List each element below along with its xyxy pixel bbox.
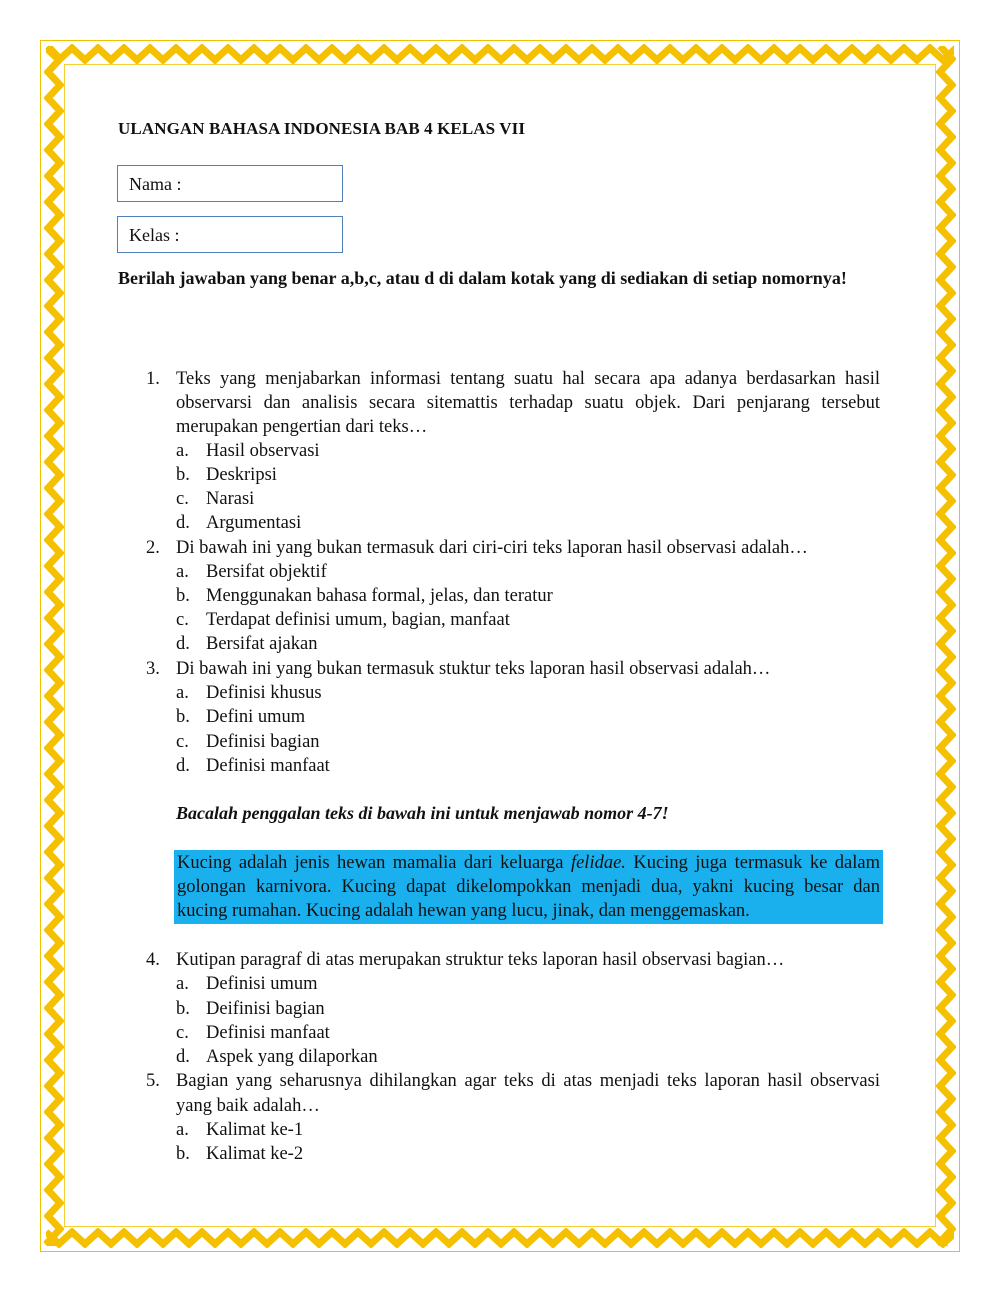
q3-option-b[interactable]: Defini umum [206, 707, 306, 727]
q3-option-d[interactable]: Definisi manfaat [206, 756, 330, 776]
passage-line-3: kucing rumahan. Kucing adalah hewan yang lucu, jinak, dan menggemaskan. [177, 901, 750, 921]
q1-text-line-3: merupakan pengertian dari teks… [176, 417, 428, 437]
q1-option-c[interactable]: Narasi [206, 489, 255, 509]
q1-option-d[interactable]: Argumentasi [206, 513, 302, 533]
q4-option-c-label: c. [176, 1023, 189, 1043]
q1-option-d-label: d. [176, 513, 190, 533]
q5-text-line-1: Bagian yang seharusnya dihilangkan agar teks di atas menjadi teks laporan hasil observasi [176, 1071, 880, 1091]
q3-option-d-label: d. [176, 756, 190, 776]
q3-number: 3. [146, 659, 160, 679]
q4-option-a[interactable]: Definisi umum [206, 974, 318, 994]
page-title: ULANGAN BAHASA INDONESIA BAB 4 KELAS VII [118, 119, 526, 138]
q4-option-d-label: d. [176, 1047, 190, 1067]
q2-number: 2. [146, 538, 160, 558]
q5-option-a[interactable]: Kalimat ke-1 [206, 1120, 304, 1140]
q1-text-line-2: observarsi dan analisis secara sitemattis terhadap suatu objek. Dari penjarang tersebut [176, 393, 880, 413]
passage-italic-term: felidae. [570, 853, 626, 873]
q2-option-d[interactable]: Bersifat ajakan [206, 634, 318, 654]
q1-option-a-label: a. [176, 441, 189, 461]
passage-line-1-b: Kucing juga termasuk ke dalam [625, 853, 880, 873]
q3-option-c[interactable]: Definisi bagian [206, 732, 320, 752]
q3-option-c-label: c. [176, 732, 189, 752]
q2-option-a-label: a. [176, 562, 189, 582]
q1-option-b[interactable]: Deskripsi [206, 465, 277, 485]
q3-text: Di bawah ini yang bukan termasuk stuktur teks laporan hasil observasi adalah… [176, 659, 771, 679]
passage-line-2: golongan karnivora. Kucing dapat dikelompokkan menjadi dua, yakni kucing besar dan [177, 877, 880, 897]
border-zigzag-right [936, 46, 956, 1246]
q4-option-c[interactable]: Definisi manfaat [206, 1023, 330, 1043]
instruction-text: Berilah jawaban yang benar a,b,c, atau d di dalam kotak yang di sediakan di setiap nomornya! [118, 268, 847, 288]
q2-option-b-label: b. [176, 586, 190, 606]
q1-option-c-label: c. [176, 489, 189, 509]
q5-text-line-2: yang baik adalah… [176, 1096, 320, 1116]
passage-line-1-a: Kucing adalah jenis hewan mamalia dari keluarga [177, 853, 571, 873]
q5-option-b-label: b. [176, 1144, 190, 1164]
q2-option-c-label: c. [176, 610, 189, 630]
q3-option-b-label: b. [176, 707, 190, 727]
q5-option-a-label: a. [176, 1120, 189, 1140]
q1-number: 1. [146, 369, 160, 389]
q2-text: Di bawah ini yang bukan termasuk dari ciri-ciri teks laporan hasil observasi adalah… [176, 538, 808, 558]
q4-option-b-label: b. [176, 999, 190, 1019]
q4-option-a-label: a. [176, 974, 189, 994]
q4-text: Kutipan paragraf di atas merupakan struktur teks laporan hasil observasi bagian… [176, 950, 785, 970]
border-zigzag-left [44, 46, 64, 1246]
kelas-field[interactable]: Kelas : [117, 216, 343, 253]
q1-option-a[interactable]: Hasil observasi [206, 441, 320, 461]
q2-option-b[interactable]: Menggunakan bahasa formal, jelas, dan teratur [206, 586, 553, 606]
q3-option-a[interactable]: Definisi khusus [206, 683, 322, 703]
q5-option-b[interactable]: Kalimat ke-2 [206, 1144, 304, 1164]
q4-number: 4. [146, 950, 160, 970]
q1-text-line-1: Teks yang menjabarkan informasi tentang suatu hal secara apa adanya berdasarkan hasil [176, 369, 880, 389]
q2-option-d-label: d. [176, 634, 190, 654]
reading-instruction: Bacalah penggalan teks di bawah ini untuk menjawab nomor 4-7! [176, 803, 669, 823]
nama-field[interactable]: Nama : [117, 165, 343, 202]
q2-option-a[interactable]: Bersifat objektif [206, 562, 327, 582]
q4-option-b[interactable]: Deifinisi bagian [206, 999, 325, 1019]
border-zigzag-top [46, 44, 954, 64]
passage-line-1 [177, 851, 880, 875]
q4-option-d[interactable]: Aspek yang dilaporkan [206, 1047, 378, 1067]
border-zigzag-bottom [46, 1228, 954, 1248]
q1-option-b-label: b. [176, 465, 190, 485]
q2-option-c[interactable]: Terdapat definisi umum, bagian, manfaat [206, 610, 510, 630]
q3-option-a-label: a. [176, 683, 189, 703]
q5-number: 5. [146, 1071, 160, 1091]
